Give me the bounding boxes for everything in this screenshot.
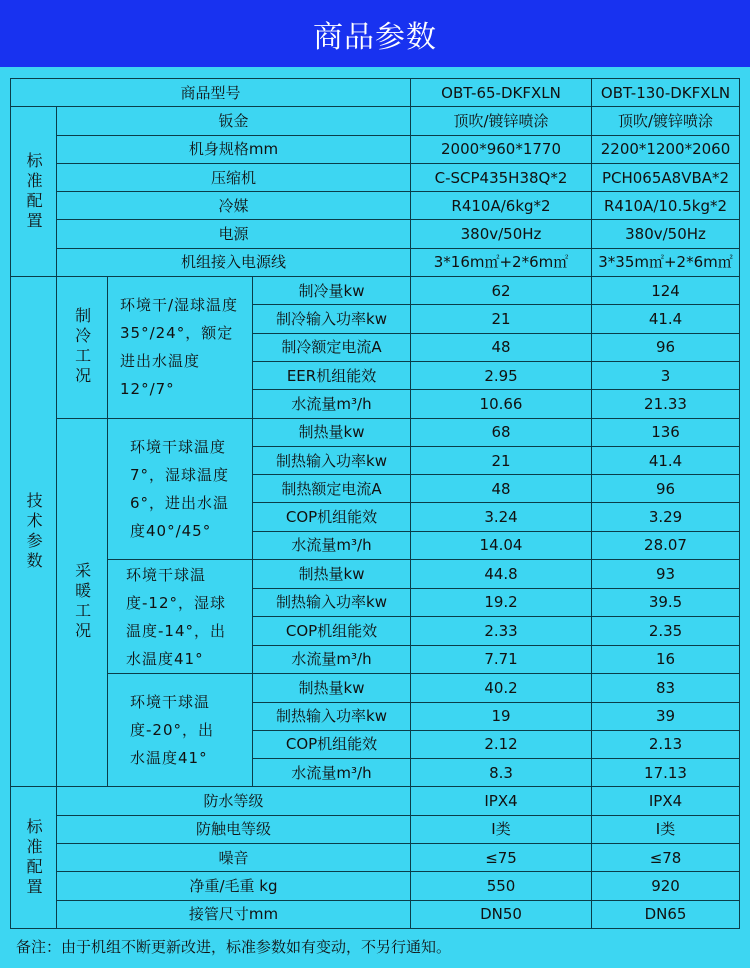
value-a: 44.8	[411, 560, 592, 589]
row-label: 机身规格mm	[57, 135, 411, 163]
cooling-condition: 环境干/湿球温度35°/24°，额定进出水温度12°/7°	[108, 277, 253, 418]
row-label: 钣金	[57, 107, 411, 135]
value-a: 7.71	[411, 645, 592, 674]
value-b: 17.13	[592, 759, 740, 787]
value-a: 3.24	[411, 503, 592, 531]
value-a: 2.12	[411, 730, 592, 758]
row-label: 制热量kw	[253, 674, 411, 702]
value-a: 21	[411, 446, 592, 474]
value-b: 96	[592, 333, 740, 361]
row-label: 净重/毛重 kg	[57, 872, 411, 900]
row-label: EER机组能效	[253, 361, 411, 389]
value-b: 380v/50Hz	[592, 220, 740, 248]
table-row	[11, 135, 740, 163]
value-a: 2000*960*1770	[411, 135, 592, 163]
value-b: 920	[592, 872, 740, 900]
value-b: ≤78	[592, 844, 740, 872]
value-b: R410A/10.5kg*2	[592, 192, 740, 220]
row-label: 水流量m³/h	[253, 531, 411, 559]
value-b: 顶吹/镀锌喷涂	[592, 107, 740, 135]
value-a: 21	[411, 305, 592, 333]
value-a: 10.66	[411, 390, 592, 418]
value-a: 48	[411, 333, 592, 361]
value-b: PCH065A8VBA*2	[592, 163, 740, 191]
value-b: 93	[592, 560, 740, 589]
spec-table	[10, 78, 740, 929]
row-label: 噪音	[57, 844, 411, 872]
value-b: 41.4	[592, 305, 740, 333]
table-row	[11, 248, 740, 276]
heating-label: 采暖工况	[57, 418, 108, 787]
value-a: 顶吹/镀锌喷涂	[411, 107, 592, 135]
value-b: 2.35	[592, 617, 740, 646]
value-b: 83	[592, 674, 740, 702]
row-label: 制热输入功率kw	[253, 588, 411, 617]
value-a: 8.3	[411, 759, 592, 787]
row-label: 制冷量kw	[253, 277, 411, 305]
row-label: 冷媒	[57, 192, 411, 220]
value-a: 48	[411, 475, 592, 503]
row-label: COP机组能效	[253, 503, 411, 531]
value-b: 3.29	[592, 503, 740, 531]
value-b: 2200*1200*2060	[592, 135, 740, 163]
table-row	[11, 192, 740, 220]
value-a: 19	[411, 702, 592, 730]
row-label: 制冷额定电流A	[253, 333, 411, 361]
row-label: 制热额定电流A	[253, 475, 411, 503]
row-label: COP机组能效	[253, 617, 411, 646]
table-row	[11, 900, 740, 928]
value-a: 380v/50Hz	[411, 220, 592, 248]
model-b: OBT-130-DKFXLN	[592, 79, 740, 107]
value-a: C-SCP435H38Q*2	[411, 163, 592, 191]
value-a: R410A/6kg*2	[411, 192, 592, 220]
value-b: 16	[592, 645, 740, 674]
value-b: 21.33	[592, 390, 740, 418]
value-b: 39.5	[592, 588, 740, 617]
table-row	[11, 560, 740, 589]
value-b: DN65	[592, 900, 740, 928]
row-label: 制热输入功率kw	[253, 446, 411, 474]
table-row	[11, 674, 740, 702]
value-a: I类	[411, 815, 592, 843]
value-a: IPX4	[411, 787, 592, 815]
value-b: 3*35m㎡+2*6m㎡	[592, 248, 740, 276]
std2-group-label: 标准配置	[11, 787, 57, 929]
table-row	[11, 220, 740, 248]
value-a: 40.2	[411, 674, 592, 702]
row-label: 制热量kw	[253, 560, 411, 589]
value-a: 14.04	[411, 531, 592, 559]
value-b: 39	[592, 702, 740, 730]
row-label: 机组接入电源线	[57, 248, 411, 276]
value-a: 68	[411, 418, 592, 446]
row-label: 制热输入功率kw	[253, 702, 411, 730]
value-b: IPX4	[592, 787, 740, 815]
row-label: 压缩机	[57, 163, 411, 191]
table-row	[11, 872, 740, 900]
value-b: 96	[592, 475, 740, 503]
table-row	[11, 418, 740, 446]
value-a: DN50	[411, 900, 592, 928]
value-a: ≤75	[411, 844, 592, 872]
table-row	[11, 163, 740, 191]
value-b: I类	[592, 815, 740, 843]
heating-condition-1: 环境干球温度7°，湿球温度6°，进出水温度40°/45°	[108, 418, 253, 559]
row-label: 电源	[57, 220, 411, 248]
table-row	[11, 107, 740, 135]
value-a: 19.2	[411, 588, 592, 617]
model-label: 商品型号	[11, 79, 411, 107]
value-a: 550	[411, 872, 592, 900]
std-group-label: 标准配置	[11, 107, 57, 277]
value-b: 28.07	[592, 531, 740, 559]
cooling-label: 制冷工况	[57, 277, 108, 418]
row-label: 水流量m³/h	[253, 645, 411, 674]
value-b: 2.13	[592, 730, 740, 758]
table-row	[11, 787, 740, 815]
row-label: 接管尺寸mm	[57, 900, 411, 928]
model-row	[11, 79, 740, 107]
table-row	[11, 815, 740, 843]
row-label: COP机组能效	[253, 730, 411, 758]
value-b: 3	[592, 361, 740, 389]
row-label: 制热量kw	[253, 418, 411, 446]
tech-group-label: 技术参数	[11, 277, 57, 787]
value-b: 41.4	[592, 446, 740, 474]
heating-condition-2: 环境干球温度-12°，湿球温度-14°，出水温度41°	[108, 560, 253, 674]
page-title: 商品参数	[313, 19, 437, 55]
value-a: 3*16m㎡+2*6m㎡	[411, 248, 592, 276]
row-label: 防触电等级	[57, 815, 411, 843]
table-row	[11, 277, 740, 305]
page-header	[0, 0, 750, 67]
footer-note: 备注：由于机组不断更新改进，标准参数如有变动，不另行通知。	[16, 938, 452, 956]
value-a: 2.33	[411, 617, 592, 646]
value-a: 2.95	[411, 361, 592, 389]
row-label: 制冷输入功率kw	[253, 305, 411, 333]
table-row	[11, 844, 740, 872]
value-b: 136	[592, 418, 740, 446]
value-b: 124	[592, 277, 740, 305]
value-a: 62	[411, 277, 592, 305]
row-label: 水流量m³/h	[253, 390, 411, 418]
row-label: 防水等级	[57, 787, 411, 815]
heating-condition-3: 环境干球温度-20°，出水温度41°	[108, 674, 253, 787]
row-label: 水流量m³/h	[253, 759, 411, 787]
model-a: OBT-65-DKFXLN	[411, 79, 592, 107]
